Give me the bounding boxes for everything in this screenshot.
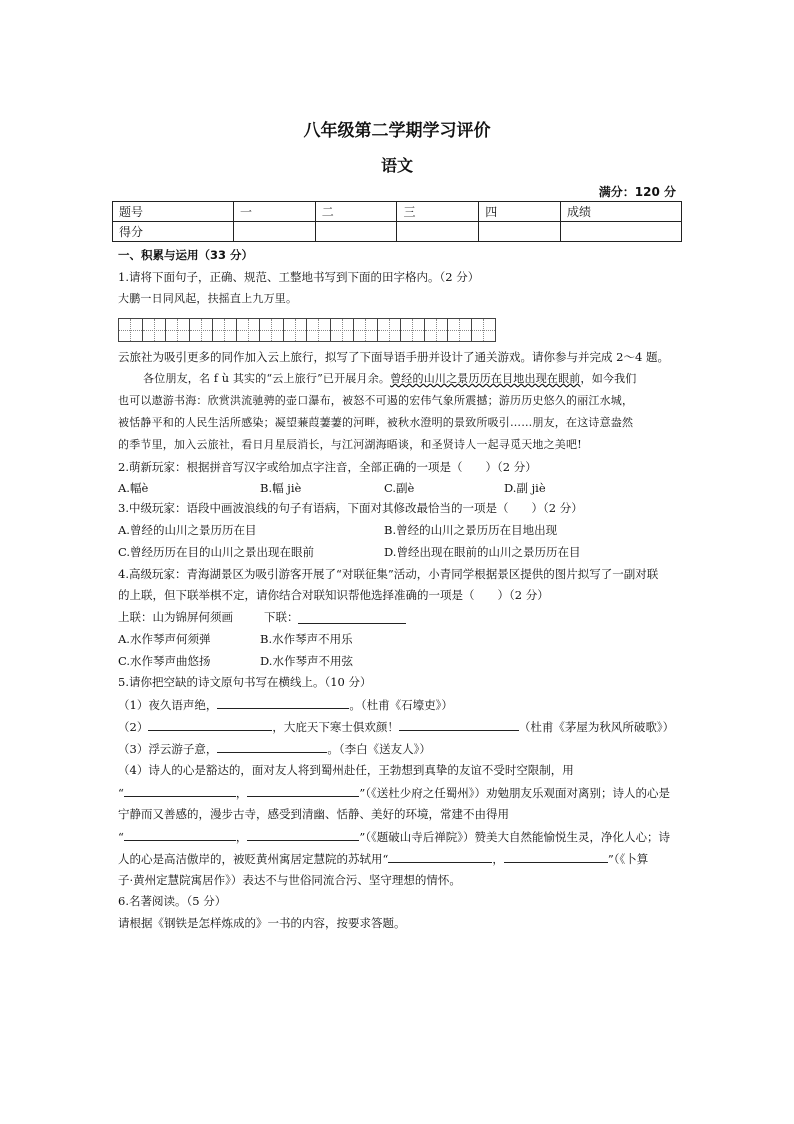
passage-line — [143, 371, 713, 387]
option-a[interactable]: A.水作琴声何须弹 — [118, 632, 211, 646]
wavy-sentence: 曾经的山川之景历历在目地出现在眼前 — [390, 372, 581, 385]
q5-text: ， — [235, 830, 248, 844]
grid-cell[interactable] — [143, 319, 167, 341]
table-cell: 四 — [479, 202, 561, 222]
answer-blank[interactable] — [124, 828, 236, 841]
exam-title: 八年级第二学期学习评价 — [303, 121, 491, 141]
question-6-text: 请根据《钢铁是怎样炼成的》一书的内容，按要求答题。 — [118, 916, 406, 930]
table-cell: 一 — [233, 202, 315, 222]
score-input-cell[interactable] — [479, 222, 561, 242]
score-input-cell[interactable] — [397, 222, 479, 242]
grid-cell[interactable] — [331, 319, 355, 341]
question-1-sentence: 大鹏一日同风起，扶摇直上九万里。 — [118, 292, 298, 305]
grid-cell[interactable] — [354, 319, 378, 341]
passage-line: 的季节里，加入云旅社，看日月星辰消长，与江河湖海晤谈，和圣贤诗人一起寻觅天地之美吧! — [118, 438, 582, 451]
grid-cell[interactable] — [284, 319, 308, 341]
q5-text: （3）浮云游子意， — [118, 742, 218, 756]
grid-cell[interactable] — [307, 319, 331, 341]
grid-cell[interactable] — [425, 319, 449, 341]
q5-text: ，大庇天下寒士俱欢颜！ — [272, 720, 399, 734]
question-4-line1: 4.高级玩家：青海湖景区为吸引游客开展了“对联征集”活动，小青同学根据景区提供的图片拟写了一副对联 — [118, 567, 659, 581]
upper-couplet: 上联：山为锦屏何须画 — [118, 610, 233, 624]
grid-cell[interactable] — [166, 319, 190, 341]
q5-text: （2） — [118, 720, 149, 734]
q5-text: ”（《题破山寺后禅院》）赞美大自然能愉悦生灵，净化人心；诗 — [359, 830, 671, 844]
grid-cell[interactable] — [378, 319, 402, 341]
q5-text: 。（杜甫《石壕吏》） — [349, 698, 453, 712]
table-cell: 三 — [397, 202, 479, 222]
q5-item-4-line2 — [118, 784, 688, 801]
table-cell: 二 — [315, 202, 397, 222]
grid-cell[interactable] — [213, 319, 237, 341]
answer-blank[interactable] — [148, 718, 272, 731]
lower-couplet-label: 下联： — [264, 610, 299, 624]
answer-blank[interactable] — [388, 850, 492, 863]
q5-item-3 — [118, 740, 688, 757]
answer-blank[interactable] — [247, 828, 359, 841]
couplet — [118, 609, 688, 625]
option-b[interactable]: B.曾经的山川之景历历在目地出现 — [384, 523, 558, 537]
grid-cell[interactable] — [448, 319, 472, 341]
question-5: 5.请你把空缺的诗文原句书写在横线上。（10 分） — [118, 675, 372, 689]
section-heading: 一、积累与运用（33 分） — [118, 248, 254, 262]
lower-couplet-blank[interactable] — [298, 611, 406, 624]
option-d[interactable]: D.曾经出现在眼前的山川之景历历在目 — [384, 545, 581, 559]
option-b[interactable]: B.水作琴声不用乐 — [260, 632, 353, 646]
table-cell: 得分 — [113, 222, 234, 242]
q5-item-4-line4 — [118, 828, 688, 845]
grid-cell[interactable] — [401, 319, 425, 341]
q5-item-4-line5 — [118, 850, 688, 867]
q5-item-4-line6: 子·黄州定慧院寓居作》）表达不与世俗同流合污、坚守理想的情怀。 — [118, 873, 461, 887]
option-b[interactable]: B.幅 jiè — [260, 481, 302, 495]
score-input-cell[interactable] — [560, 222, 681, 242]
tianzi-grid[interactable] — [118, 318, 496, 342]
table-cell: 成绩 — [560, 202, 681, 222]
question-6: 6.名著阅读。（5 分） — [118, 894, 227, 908]
question-2: 2.萌新玩家：根据拼音写汉字或给加点字注音，全部正确的一项是（ ）（2 分） — [118, 460, 537, 474]
passage-text: ，如今我们 — [580, 372, 637, 385]
passage-line: 被恬静平和的人民生活所感染；凝望蒹葭萋萋的河畔，被秋水澄明的景致所吸引……朋友，在这诗意盎然 — [118, 416, 634, 429]
option-a[interactable]: A.曾经的山川之景历历在目 — [118, 523, 257, 537]
option-c[interactable]: C.副è — [384, 481, 415, 495]
question-1: 1.请将下面句子，正确、规范、工整地书写到下面的田字格内。（2 分） — [118, 270, 480, 284]
q5-text: （杜甫《茅屋为秋风所破歌》） — [518, 720, 675, 734]
passage-line: 也可以遨游书海：欣赏洪流驰骋的壶口瀑布，被怒不可遏的宏伟气象所震撼；游历历史悠久的丽江水城， — [118, 394, 634, 407]
passage-text: 各位朋友，名 f ù 其实的“云上旅行”已开展月余。 — [143, 372, 391, 385]
answer-blank[interactable] — [217, 740, 327, 753]
question-4-line2: 的上联，但下联举棋不定，请你结合对联知识帮他选择准确的一项是（ ）（2 分） — [118, 588, 549, 602]
option-d[interactable]: D.副 jiè — [504, 481, 546, 495]
option-c[interactable]: C.水作琴声曲悠扬 — [118, 654, 211, 668]
q5-text: 人的心是高洁傲岸的，被贬黄州寓居定慧院的苏轼用“ — [118, 852, 389, 866]
q5-item-2 — [118, 718, 688, 735]
grid-cell[interactable] — [237, 319, 261, 341]
intro-text: 云旅社为吸引更多的同作加入云上旅行，拟写了下面导语手册并设计了通关游戏。请你参与并完成 2～4 题。 — [118, 350, 669, 364]
table-row — [113, 222, 682, 242]
q5-text: ， — [492, 852, 504, 866]
answer-blank[interactable] — [399, 718, 519, 731]
grid-cell[interactable] — [190, 319, 214, 341]
subject-title: 语文 — [380, 156, 413, 175]
answer-blank[interactable] — [124, 784, 236, 797]
question-3: 3.中级玩家：语段中画波浪线的句子有语病，下面对其修改最恰当的一项是（ ）（2 分） — [118, 501, 583, 515]
answer-blank[interactable] — [504, 850, 608, 863]
table-row — [113, 202, 682, 222]
q5-item-4-line3: 宁静而又善感的，漫步古寺，感受到清幽、恬静、美好的环境，常建不由得用 — [118, 807, 509, 821]
full-score: 满分：120 分 — [598, 185, 676, 199]
q5-text: ”（《送杜少府之任蜀州》）劝勉朋友乐观面对离别；诗人的心是 — [359, 786, 671, 800]
grid-cell[interactable] — [119, 319, 143, 341]
grid-cell[interactable] — [472, 319, 496, 341]
q5-text: ， — [235, 786, 248, 800]
answer-blank[interactable] — [247, 784, 359, 797]
score-input-cell[interactable] — [315, 222, 397, 242]
grid-cell[interactable] — [260, 319, 284, 341]
score-input-cell[interactable] — [233, 222, 315, 242]
q5-text: （1）夜久语声绝， — [118, 698, 218, 712]
q5-text: 。（李白《送友人》） — [327, 742, 431, 756]
score-table — [112, 201, 682, 242]
answer-blank[interactable] — [217, 696, 349, 709]
q5-item-4-line1: （4）诗人的心是豁达的，面对友人将到蜀州赴任，王勃想到真挚的友谊不受时空限制，用 — [118, 763, 574, 777]
table-cell: 题号 — [113, 202, 234, 222]
q5-item-1 — [118, 696, 688, 713]
q5-text: ”（《卜算 — [607, 852, 649, 866]
option-a[interactable]: A.幅è — [118, 481, 149, 495]
q5-text: “ — [118, 830, 124, 844]
option-d[interactable]: D.水作琴声不用弦 — [260, 654, 353, 668]
q5-text: “ — [118, 786, 124, 800]
option-c[interactable]: C.曾经历历在目的山川之景出现在眼前 — [118, 545, 315, 559]
